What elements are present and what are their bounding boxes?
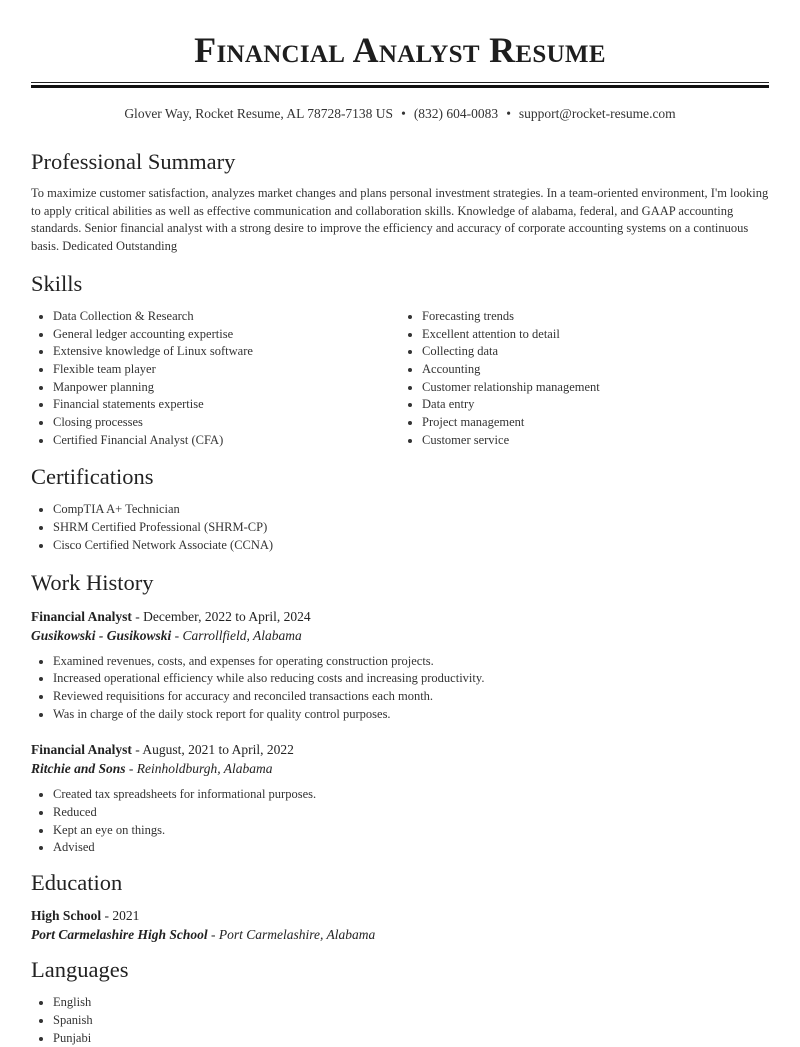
degree: High School [31, 908, 102, 924]
school-location: - Port Carmelashire, Alabama [207, 927, 376, 943]
company-location: - Reinholdburgh, Alabama [125, 761, 273, 777]
skill-item: • Manpower planning [53, 379, 400, 397]
job-bullet: • Kept an eye on things. [53, 822, 769, 840]
section-heading: Certifications [31, 464, 154, 490]
job-title: Financial Analyst [31, 608, 132, 624]
job-title-line [31, 740, 769, 759]
section-heading: Education [31, 870, 123, 896]
skill-item: • Certified Financial Analyst (CFA) [53, 432, 400, 450]
skill-item: • Financial statements expertise [53, 396, 400, 414]
section-heading: Languages [31, 957, 129, 983]
contact-email: support@rocket-resume.com [518, 106, 676, 121]
languages-list [31, 994, 769, 1047]
job-bullet: • Increased operational efficiency while also reducing costs and increasing productivity. [53, 670, 769, 688]
skill-item: • Extensive knowledge of Linux software [53, 343, 400, 361]
job-dates: - December, 2022 to April, 2024 [131, 608, 311, 624]
separator-dot: • [506, 106, 511, 121]
contact-line [31, 104, 769, 124]
header-divider [31, 82, 769, 88]
education-section [31, 869, 769, 944]
skill-item: • Accounting [422, 361, 769, 379]
section-heading: Professional Summary [31, 149, 236, 174]
languages-section [31, 956, 769, 1047]
summary-section [31, 148, 769, 256]
school-name: Port Carmelashire High School [31, 927, 208, 943]
certification-item: • SHRM Certified Professional (SHRM-CP) [53, 519, 769, 537]
school-line [31, 925, 769, 944]
graduation-year: - 2021 [101, 908, 140, 924]
job-bullet: • Reviewed requisitions for accuracy and reconciled transactions each month. [53, 688, 769, 706]
certifications-section [31, 463, 769, 554]
job-entry [31, 607, 769, 724]
job-bullets [31, 653, 769, 724]
company-name: Ritchie and Sons [31, 761, 126, 777]
resume-title: Financial Analyst Resume [194, 30, 606, 70]
certifications-list [31, 501, 769, 554]
section-heading: Work History [31, 569, 154, 595]
job-title-line [31, 607, 769, 626]
company-location: - Carrollfield, Alabama [171, 627, 302, 643]
company-line [31, 759, 769, 778]
skill-item: • Forecasting trends [422, 308, 769, 326]
job-dates: - August, 2021 to April, 2022 [131, 742, 294, 758]
job-bullet: • Was in charge of the daily stock report for quality control purposes. [53, 706, 769, 724]
education-entry [31, 906, 769, 944]
skill-item: • Customer service [422, 432, 769, 450]
skill-item: • Data Collection & Research [53, 308, 400, 326]
degree-line [31, 906, 769, 925]
job-entry [31, 740, 769, 857]
job-bullets [31, 786, 769, 857]
certification-item: • Cisco Certified Network Associate (CCNA) [53, 537, 769, 555]
separator-dot: • [401, 106, 406, 121]
skills-list-right [400, 308, 769, 450]
job-bullet: • Examined revenues, costs, and expenses for operating construction projects. [53, 653, 769, 671]
skill-item: • Flexible team player [53, 361, 400, 379]
skill-item: • Collecting data [422, 343, 769, 361]
skill-item: • General ledger accounting expertise [53, 326, 400, 344]
skill-item: • Project management [422, 414, 769, 432]
job-bullet: • Created tax spreadsheets for informational purposes. [53, 786, 769, 804]
skill-item: • Data entry [422, 396, 769, 414]
contact-phone: (832) 604-0083 [413, 106, 499, 121]
summary-text: To maximize customer satisfaction, analyzes market changes and plans personal investment strategies. In a team-oriented environment, I'm looking to apply critical abilities as well as effective communication and collaboration skills. Knowledge of alabama, federal, and GAAP accounting standards. Senior financial analyst with a strong desire to improve the efficiency and accuracy of corporate accounting systems on a continuous basis. Dedicated Outstanding [31, 186, 769, 254]
skills-list-left [31, 308, 400, 450]
certification-item: • CompTIA A+ Technician [53, 501, 769, 519]
skill-item: • Customer relationship management [422, 379, 769, 397]
language-item: • Punjabi [53, 1030, 769, 1047]
skills-columns [31, 308, 769, 450]
skill-item: • Excellent attention to detail [422, 326, 769, 344]
job-bullet: • Reduced [53, 804, 769, 822]
skills-section [31, 270, 769, 450]
work-history-section [31, 569, 769, 858]
language-item: • Spanish [53, 1012, 769, 1030]
contact-address: Glover Way, Rocket Resume, AL 78728-7138 US [124, 106, 394, 121]
job-bullet: • Advised [53, 839, 769, 857]
company-line [31, 626, 769, 645]
language-item: • English [53, 994, 769, 1012]
company-name: Gusikowski - Gusikowski [31, 627, 172, 643]
section-heading: Skills [31, 270, 83, 296]
skill-item: • Closing processes [53, 414, 400, 432]
job-title: Financial Analyst [31, 742, 132, 758]
